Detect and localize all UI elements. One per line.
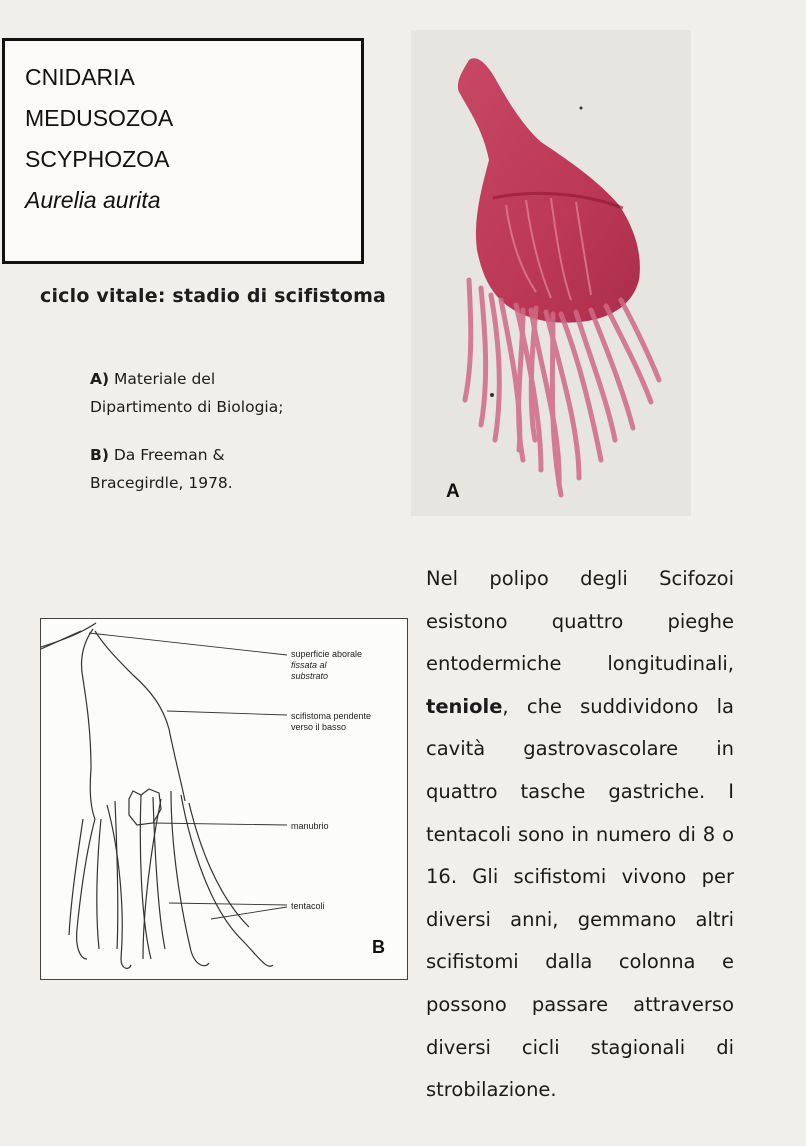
specimen-tentacles: [465, 280, 659, 495]
specimen-photo: [411, 30, 691, 516]
label-aboral: superficie aborale: [291, 649, 363, 659]
description-paragraph: [426, 558, 734, 1112]
label-tentacles: tentacoli: [291, 901, 325, 911]
credit-b-line2: Bracegirdle, 1978.: [90, 474, 233, 492]
photo-label-a: A: [446, 481, 460, 502]
label-fixed-1: fissata al: [291, 660, 327, 670]
taxon-phylum: CNIDARIA: [25, 64, 135, 90]
taxon-class: SCYPHOZOA: [25, 146, 170, 172]
specimen-illustration: [411, 30, 691, 516]
label-manubrium: manubrio: [291, 821, 329, 831]
label-fixed-2: substrato: [291, 671, 329, 681]
diagram-label-b: B: [372, 937, 385, 957]
credit-a: [90, 365, 283, 421]
credit-b-label: B): [90, 446, 109, 464]
label-hanging-2: verso il basso: [291, 722, 347, 732]
taxonomy-box: [2, 38, 364, 264]
diagram-drawing: [41, 619, 409, 981]
teniole-term: teniole: [426, 694, 503, 718]
credit-a-line2: Dipartimento di Biologia;: [90, 398, 284, 416]
paragraph-part-1: Nel polipo degli Scifozoi esistono quattro pieghe entodermiche longitudinali,: [426, 567, 734, 676]
taxon-species: Aurelia aurita: [25, 187, 161, 213]
credit-a-label: A): [90, 370, 110, 388]
credit-a-line1: Materiale del: [114, 370, 216, 388]
section-subtitle: ciclo vitale: stadio di scifistoma: [40, 285, 387, 307]
paragraph-part-2: , che suddividono la cavità gastrovascolare in quattro tasche gastriche. I tentacoli sono in numero di 8 o 16. Gli scifistomi vivono per diversi anni, gemmano altri scifistomi dalla colonna e possono passare attraverso diversi cicli stagionali di strobilazione.: [426, 694, 734, 1102]
scyphistoma-diagram: [40, 618, 408, 980]
label-hanging-1: scifistoma pendente: [291, 711, 372, 721]
taxon-subphylum: MEDUSOZOA: [25, 105, 174, 131]
credit-b-line1: Da Freeman &: [113, 446, 225, 464]
credit-b: [90, 441, 233, 497]
